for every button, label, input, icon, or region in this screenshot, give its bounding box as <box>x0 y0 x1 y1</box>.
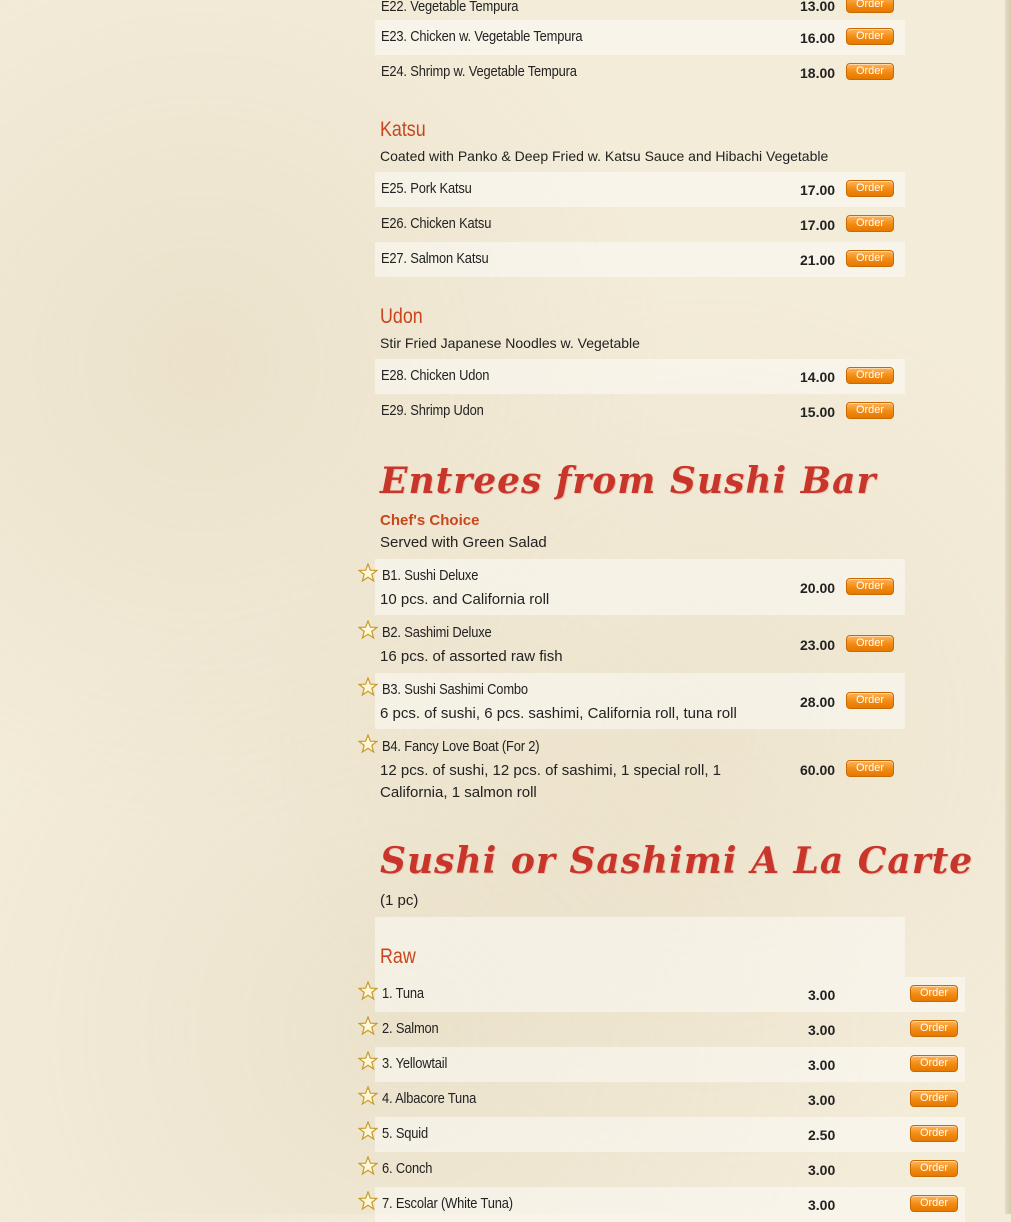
item-desc: 16 pcs. of assorted raw fish <box>380 648 563 665</box>
section-desc-katsu: Coated with Panko & Deep Fried w. Katsu Sauce and Hibachi Vegetable <box>380 148 829 164</box>
section-title-raw: Raw <box>380 945 416 968</box>
order-button[interactable]: Order <box>846 635 894 652</box>
menu-row <box>375 55 905 90</box>
star-icon <box>358 1156 378 1176</box>
item-name: B4. Fancy Love Boat (For 2) <box>382 738 540 755</box>
item-name: 2. Salmon <box>382 1020 439 1037</box>
menu-row <box>375 172 905 207</box>
item-price: 3.00 <box>808 1022 836 1038</box>
menu-row <box>375 559 905 615</box>
raw-header-row <box>375 917 905 977</box>
item-name: B1. Sushi Deluxe <box>382 567 479 584</box>
section-heading-a-la-carte: Sushi or Sashimi A La Carte <box>380 840 974 882</box>
item-desc: California, 1 salmon roll <box>380 784 537 801</box>
item-name: E26. Chicken Katsu <box>381 215 492 232</box>
star-icon <box>358 1121 378 1141</box>
menu-row <box>375 1117 965 1152</box>
item-name: 5. Squid <box>382 1125 428 1142</box>
order-button[interactable]: Order <box>846 28 894 45</box>
item-name: E25. Pork Katsu <box>381 180 472 197</box>
menu-row <box>375 730 905 808</box>
section-subtitle: Chef's Choice <box>380 512 480 529</box>
item-name: E24. Shrimp w. Vegetable Tempura <box>381 63 577 80</box>
menu-row <box>375 394 905 429</box>
item-price: 15.00 <box>800 404 836 420</box>
star-icon <box>358 1086 378 1106</box>
order-button[interactable]: Order <box>910 1160 958 1177</box>
item-price: 28.00 <box>800 694 836 710</box>
star-icon <box>358 677 378 697</box>
star-icon <box>358 1051 378 1071</box>
order-button[interactable]: Order <box>910 1055 958 1072</box>
item-name: 4. Albacore Tuna <box>382 1090 477 1107</box>
star-icon <box>358 563 378 583</box>
menu-row <box>375 242 905 277</box>
item-desc: 10 pcs. and California roll <box>380 591 550 608</box>
item-price: 18.00 <box>800 65 836 81</box>
menu-row <box>375 1082 965 1117</box>
star-icon <box>358 1016 378 1036</box>
item-name: 1. Tuna <box>382 985 424 1002</box>
item-price: 60.00 <box>800 762 836 778</box>
menu-row <box>375 1012 965 1047</box>
item-price: 2.50 <box>808 1127 836 1143</box>
star-icon <box>358 620 378 640</box>
order-button[interactable]: Order <box>910 985 958 1002</box>
item-name: 3. Yellowtail <box>382 1055 448 1072</box>
item-price: 14.00 <box>800 369 836 385</box>
order-button[interactable]: Order <box>910 1195 958 1212</box>
item-name: 7. Escolar (White Tuna) <box>382 1195 513 1212</box>
order-button[interactable]: Order <box>846 367 894 384</box>
menu-row <box>375 359 905 394</box>
order-button[interactable]: Order <box>846 578 894 595</box>
item-name: B3. Sushi Sashimi Combo <box>382 681 528 698</box>
order-button[interactable]: Order <box>910 1020 958 1037</box>
order-button[interactable]: Order <box>846 402 894 419</box>
page-edge <box>1005 0 1011 1214</box>
menu-row <box>375 1152 965 1187</box>
item-name: E29. Shrimp Udon <box>381 402 484 419</box>
star-icon <box>358 981 378 1001</box>
section-note: (1 pc) <box>380 892 419 909</box>
item-price: 3.00 <box>808 1197 836 1213</box>
item-price: 3.00 <box>808 1057 836 1073</box>
menu-row <box>375 1187 965 1222</box>
item-desc: 12 pcs. of sushi, 12 pcs. of sashimi, 1 special roll, 1 <box>380 762 721 779</box>
order-button[interactable]: Order <box>846 63 894 80</box>
order-button[interactable]: Order <box>846 180 894 197</box>
order-button[interactable]: Order <box>846 250 894 267</box>
star-icon <box>358 734 378 754</box>
order-button[interactable]: Order <box>846 215 894 232</box>
item-price: 23.00 <box>800 637 836 653</box>
menu-row <box>375 616 905 672</box>
order-button[interactable]: Order <box>846 760 894 777</box>
item-price: 3.00 <box>808 987 836 1003</box>
order-button[interactable]: Order <box>846 692 894 709</box>
item-price: 17.00 <box>800 217 836 233</box>
item-price: 16.00 <box>800 30 836 46</box>
section-desc-sushi-bar: Served with Green Salad <box>380 534 547 551</box>
section-heading-sushi-bar: Entrees from Sushi Bar <box>380 460 877 502</box>
item-name: E23. Chicken w. Vegetable Tempura <box>381 28 583 45</box>
item-price: 17.00 <box>800 182 836 198</box>
item-price: 13.00 <box>800 0 836 14</box>
section-desc-udon: Stir Fried Japanese Noodles w. Vegetable <box>380 335 640 351</box>
section-title-udon: Udon <box>380 305 423 328</box>
item-price: 21.00 <box>800 252 836 268</box>
section-title-katsu: Katsu <box>380 118 426 141</box>
menu-row <box>375 0 905 21</box>
item-price: 3.00 <box>808 1162 836 1178</box>
menu-row <box>375 977 965 1012</box>
menu-row <box>375 1047 965 1082</box>
menu-row <box>375 20 905 55</box>
item-desc: 6 pcs. of sushi, 6 pcs. sashimi, California roll, tuna roll <box>380 705 737 722</box>
item-name: E27. Salmon Katsu <box>381 250 489 267</box>
item-price: 3.00 <box>808 1092 836 1108</box>
item-name: E28. Chicken Udon <box>381 367 490 384</box>
menu-row <box>375 673 905 729</box>
order-button[interactable]: Order <box>846 0 894 13</box>
order-button[interactable]: Order <box>910 1125 958 1142</box>
item-price: 20.00 <box>800 580 836 596</box>
menu-row <box>375 207 905 242</box>
item-name: E22. Vegetable Tempura <box>381 0 519 15</box>
item-name: 6. Conch <box>382 1160 433 1177</box>
item-name: B2. Sashimi Deluxe <box>382 624 492 641</box>
star-icon <box>358 1191 378 1211</box>
order-button[interactable]: Order <box>910 1090 958 1107</box>
